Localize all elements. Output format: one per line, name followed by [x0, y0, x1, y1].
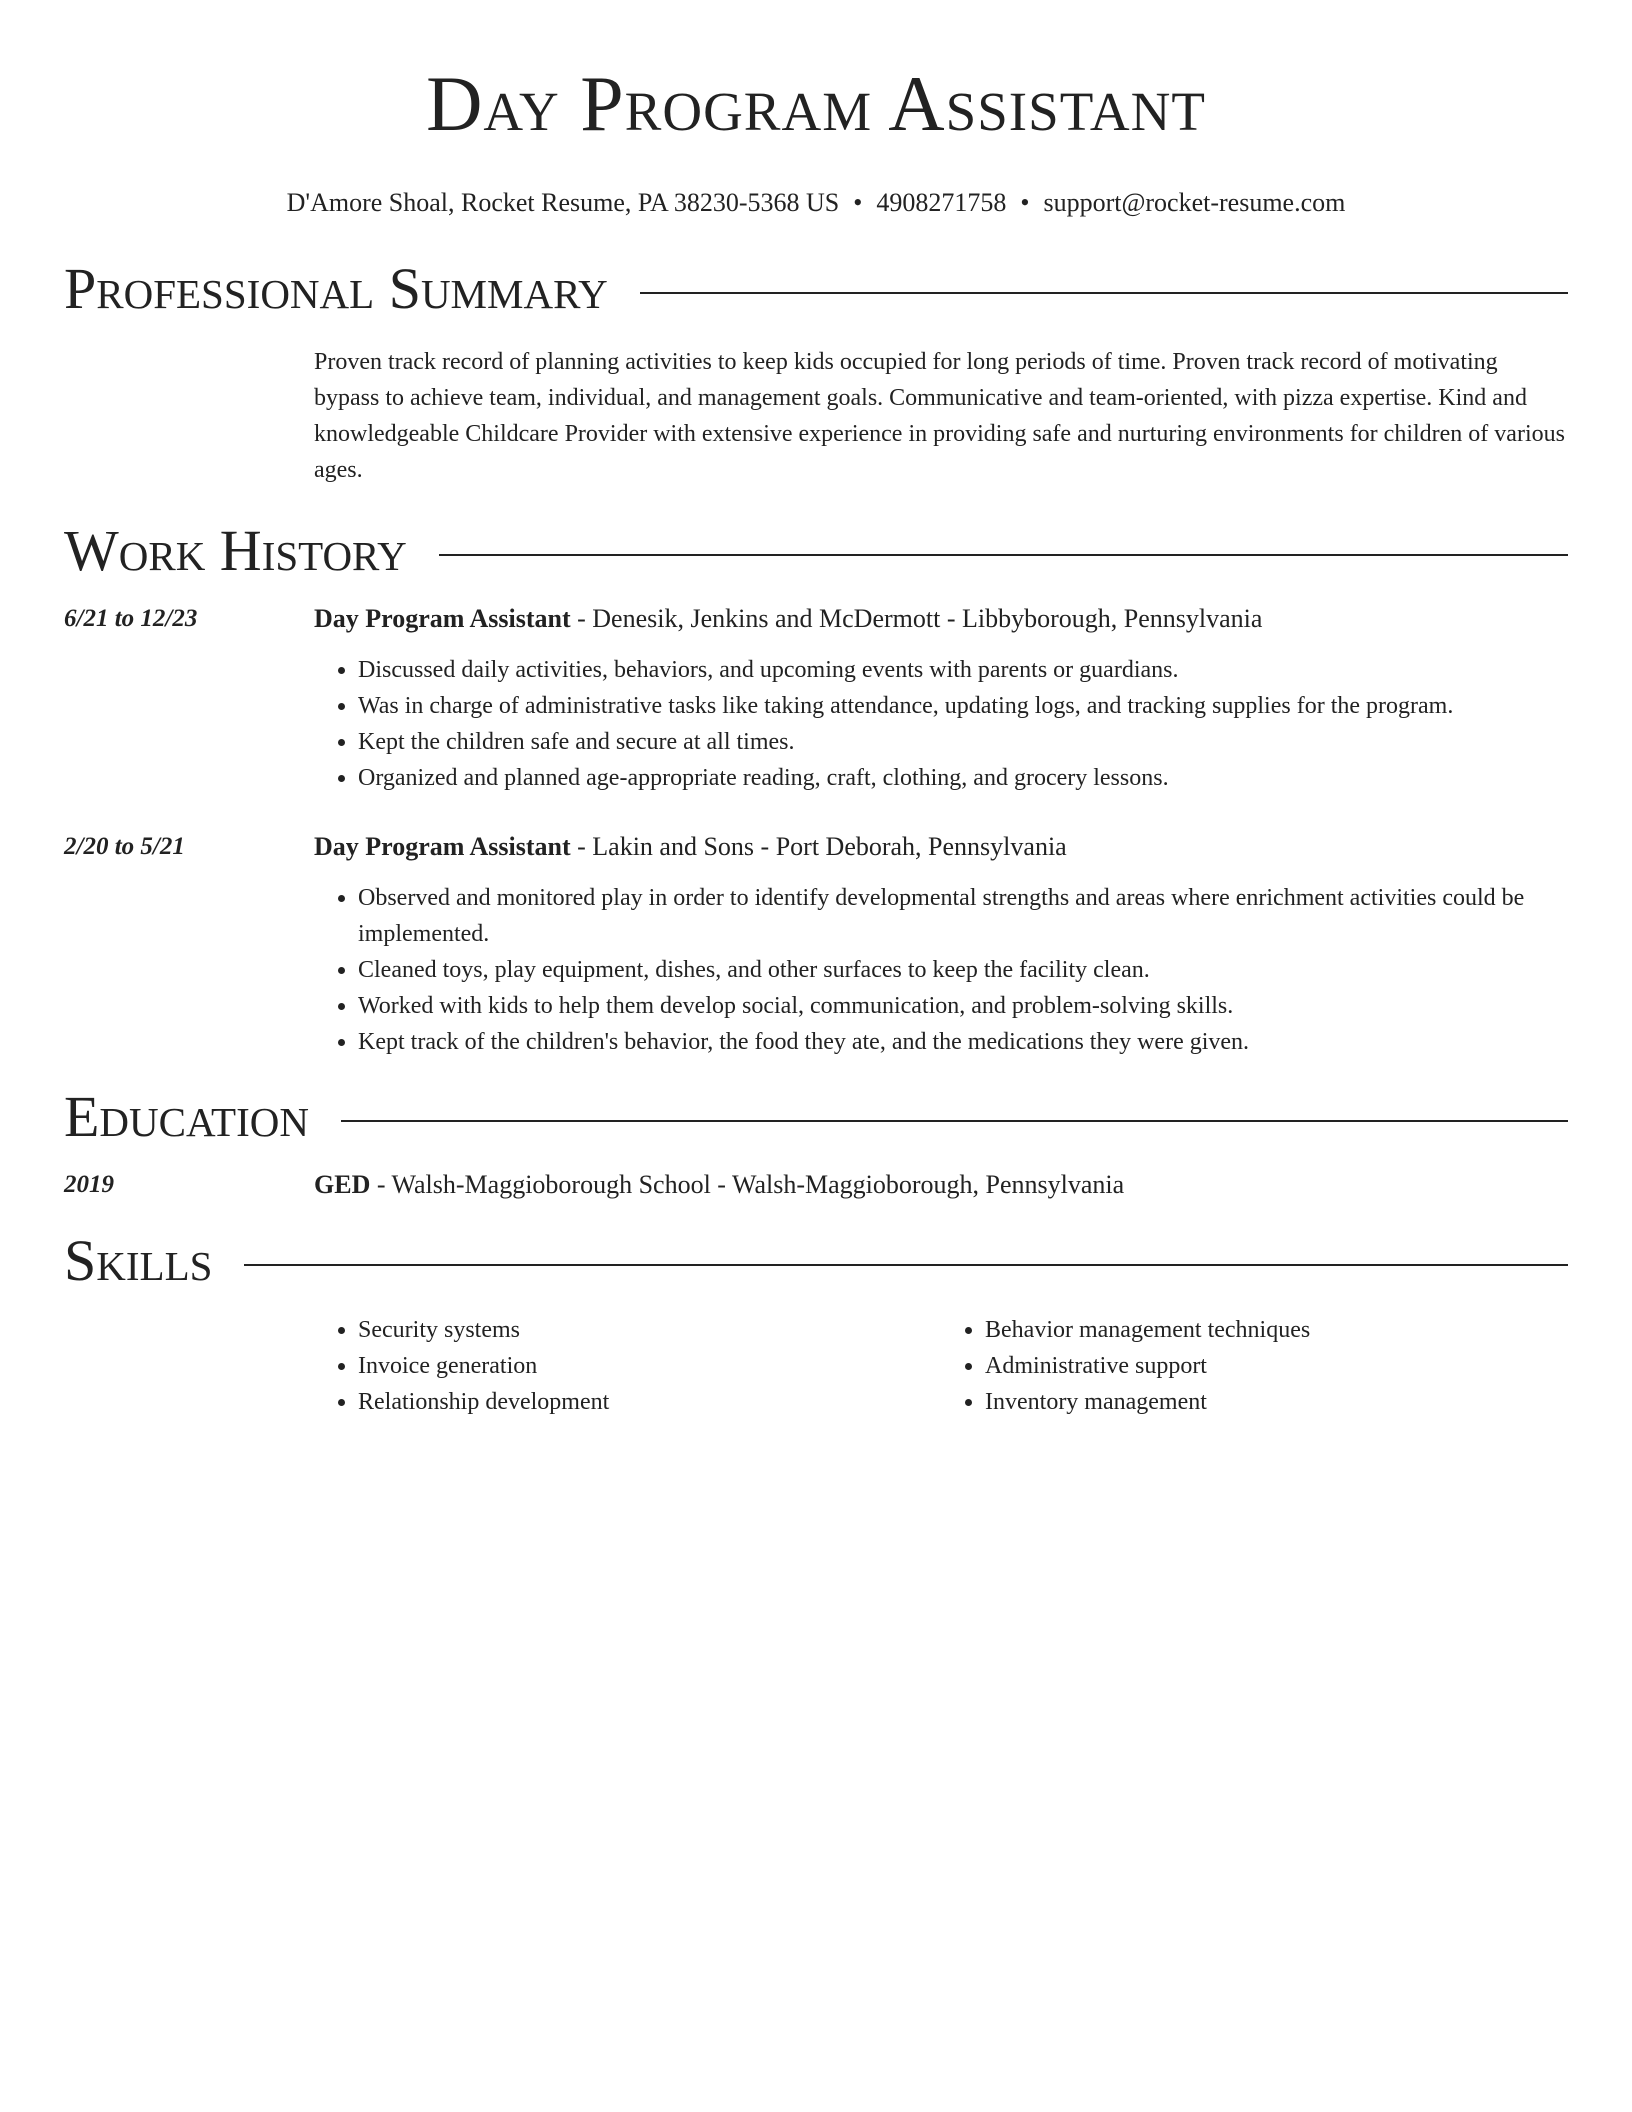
- contact-email: support@rocket-resume.com: [1043, 188, 1346, 217]
- skill-item: • Administrative support: [985, 1348, 1568, 1384]
- skills-heading: Skills: [64, 1228, 213, 1293]
- job-title: Day Program Assistant: [314, 832, 571, 861]
- skill-item: • Security systems: [358, 1312, 941, 1348]
- list-item: • Kept track of the children's behavior, the food they ate, and the medications they were given.: [358, 1024, 1568, 1060]
- job-heading: [314, 602, 1568, 636]
- job-bullets: [314, 880, 1568, 1060]
- education-degree: GED: [314, 1170, 371, 1199]
- education-heading-line: [314, 1168, 1568, 1202]
- work-heading: Work History: [64, 518, 407, 583]
- list-item: • Observed and monitored play in order to identify developmental strengths and areas where enrichment activities could be implemented.: [358, 880, 1568, 952]
- list-item: • Kept the children safe and secure at all times.: [358, 724, 1568, 760]
- job-details: - Lakin and Sons - Port Deborah, Pennsylvania: [570, 832, 1067, 861]
- list-item: • Worked with kids to help them develop social, communication, and problem-solving skills.: [358, 988, 1568, 1024]
- job-bullets: [314, 652, 1568, 796]
- page-title: Day Program Assistant: [426, 60, 1206, 147]
- skill-item: • Behavior management techniques: [985, 1312, 1568, 1348]
- skill-item: • Inventory management: [985, 1384, 1568, 1420]
- education-heading: Education: [64, 1084, 309, 1149]
- summary-heading: Professional Summary: [64, 256, 608, 321]
- education-entry: [64, 1168, 1568, 1202]
- job-title: Day Program Assistant: [314, 604, 571, 633]
- education-details: - Walsh-Maggioborough School - Walsh-Maggioborough, Pennsylvania: [370, 1170, 1125, 1199]
- summary-section-header: [64, 256, 1568, 322]
- section-divider: [341, 1120, 1568, 1122]
- contact-address: D'Amore Shoal, Rocket Resume, PA 38230-5368 US: [286, 188, 840, 217]
- section-divider: [439, 554, 1568, 556]
- skill-item: • Relationship development: [358, 1384, 941, 1420]
- work-section-header: [64, 518, 1568, 584]
- education-body: [314, 1168, 1568, 1202]
- job-body: [314, 602, 1568, 796]
- skills-section-header: [64, 1228, 1568, 1294]
- job-entry: [64, 830, 1568, 1060]
- contact-separator: •: [853, 188, 863, 217]
- contact-phone: 4908271758: [876, 188, 1007, 217]
- job-entry: [64, 602, 1568, 796]
- list-item: • Organized and planned age-appropriate reading, craft, clothing, and grocery lessons.: [358, 760, 1568, 796]
- job-body: [314, 830, 1568, 1060]
- summary-text: Proven track record of planning activities to keep kids occupied for long periods of time. Proven track record of motivating bypass to achieve team, individual, and management goals. Communicative and team-oriented, with pizza expertise. Kind and knowledgeable Childcare Provider with extensive experience in providing safe and nurturing environments for children of various ages.: [314, 349, 1565, 483]
- education-section-header: [64, 1084, 1568, 1150]
- education-year: 2019: [64, 1171, 114, 1198]
- contact-separator: •: [1020, 188, 1030, 217]
- skill-item: • Invoice generation: [358, 1348, 941, 1384]
- section-divider: [244, 1264, 1568, 1266]
- list-item: • Cleaned toys, play equipment, dishes, and other surfaces to keep the facility clean.: [358, 952, 1568, 988]
- skills-column-right: [941, 1312, 1568, 1420]
- job-dates: 6/21 to 12/23: [64, 605, 198, 632]
- skills-column-left: [314, 1312, 941, 1420]
- list-item: • Discussed daily activities, behaviors, and upcoming events with parents or guardians.: [358, 652, 1568, 688]
- skills-list: [314, 1312, 1568, 1420]
- list-item: • Was in charge of administrative tasks like taking attendance, updating logs, and tracking supplies for the program.: [358, 688, 1568, 724]
- job-heading: [314, 830, 1568, 864]
- contact-line: [64, 186, 1568, 220]
- job-dates: 2/20 to 5/21: [64, 833, 185, 860]
- section-divider: [640, 292, 1568, 294]
- job-details: - Denesik, Jenkins and McDermott - Libbyborough, Pennsylvania: [570, 604, 1263, 633]
